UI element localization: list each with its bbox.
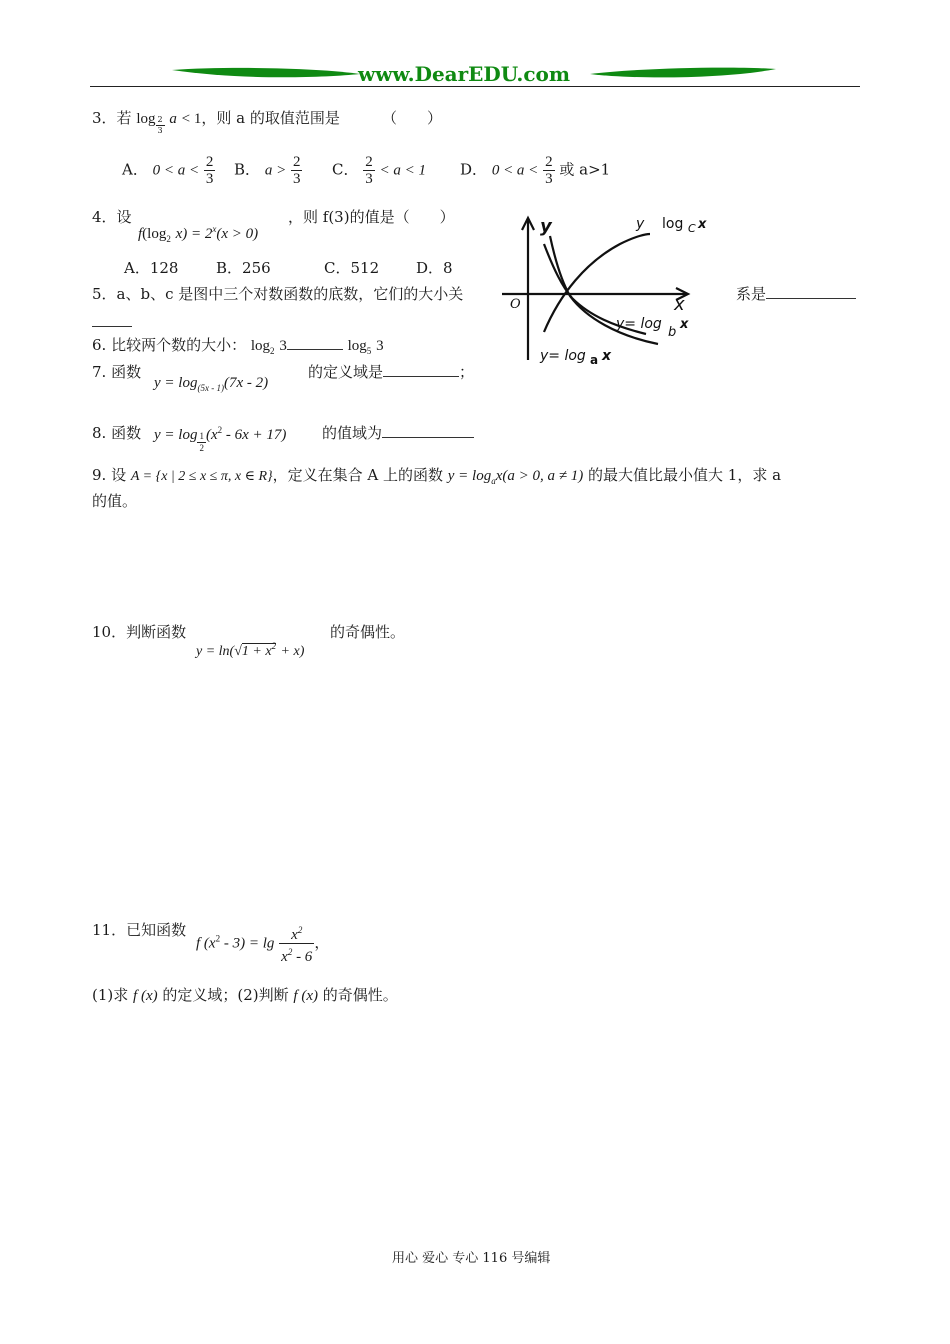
question-5: 5．a、b、c 是图中三个对数函数的底数，它们的大小关 (92, 285, 464, 303)
q11-parts: (1)求 f (x) 的定义域；(2)判断 f (x) 的奇偶性。 (92, 986, 398, 1004)
question-3 (92, 108, 340, 136)
q3-stem: ，则 a 的取值范围是 (201, 109, 340, 127)
q3-log: log (136, 111, 156, 127)
graph-x-label: x (674, 294, 685, 315)
curve-a-base: a (590, 353, 599, 367)
curve-b-base: b (668, 325, 677, 340)
q5-tail: 系是 (736, 284, 856, 304)
curve-c-base: C (688, 222, 696, 235)
q4-option-d: D．8 (416, 259, 453, 277)
q3-number: 3．若 (92, 109, 132, 127)
curve-c-y-label: y (636, 216, 645, 232)
q10-stem: 的奇偶性。 (330, 623, 406, 641)
question-6: 6. 比较两个数的大小： $\log_2 3$ $\log_5 3$ (92, 336, 384, 356)
q9-line-2: 的值。 (92, 492, 138, 510)
curve-b-x: x (680, 317, 689, 332)
q3-option-d: D． 0 < a < $\frac{2}{3}$ 或 a>1 (460, 154, 611, 187)
q8-formula: y = log $\frac{1}{2}$ $(x^2 - 6x + 17)$ (154, 425, 287, 453)
q4-stem: ，则 f(3)的值是（ ） (288, 208, 455, 226)
q3-condition: < 1 (181, 111, 202, 127)
question-7: 7. 函数 (92, 363, 142, 381)
q3-arg: a (169, 111, 177, 127)
q11-formula: f $(x^2 - 3) = \lg$ $\frac{x^2}{x^2 - 6}$ ， (196, 922, 329, 965)
q3-option-b: B． a > $\frac{2}{3}$ (234, 154, 301, 187)
q4-option-a: A．128 (124, 259, 179, 277)
q4-option-c: C．512 (324, 259, 380, 277)
curve-c-x: x (698, 217, 707, 232)
q5-answer-blank-continued[interactable] (92, 312, 132, 327)
log-functions-graph (500, 210, 710, 368)
q7-answer-blank[interactable] (383, 362, 459, 377)
q4-formula: $f(\log_2$ $x) = 2^x(x > 0)$ (138, 224, 259, 244)
q3-option-a: A． 0 < a < $\frac{2}{3}$ (122, 154, 214, 187)
q8-answer-blank[interactable] (382, 423, 474, 438)
question-11: 11．已知函数 (92, 921, 187, 939)
header-logo-text: www.DearEDU.com (358, 62, 571, 86)
q10-formula: $y = \ln(√1 + x^2 + x)$ (196, 641, 305, 659)
question-8: 8. 函数 (92, 424, 142, 442)
question-9: 9. 设 A = {x | 2 ≤ x ≤ π, x ∈ R}，定义在集合 A 上的函数 $y = \log_ax(a > 0$, a ≠ 1) 的最大值比最小值大 1，求 a (92, 466, 782, 486)
q4-option-b: B．256 (216, 259, 271, 277)
q3-answer-paren: （ ） (382, 109, 443, 127)
q11-fx-second: f (x) (293, 988, 318, 1004)
question-4: 4．设 (92, 208, 132, 226)
page-footer: 用心 爱心 专心 116 号编辑 (392, 1251, 551, 1266)
q3-option-c: C． $\frac{2}{3}$ < a < 1 (332, 154, 427, 187)
curve-a-label: y= log (540, 348, 586, 364)
graph-y-label: y (540, 216, 552, 237)
logo-swoosh-right (590, 68, 776, 78)
logo-swoosh-left (172, 68, 360, 77)
header-divider (90, 86, 860, 87)
curve-a-x: x (602, 348, 612, 364)
q3-log-base: $\frac{2}{3}$ (157, 115, 163, 135)
question-10: 10．判断函数 (92, 623, 187, 641)
q5-answer-blank[interactable] (766, 284, 856, 299)
q7-stem: 的定义域是 ； (308, 363, 475, 381)
q8-stem: 的值域为 (322, 423, 474, 443)
graph-origin-label: O (510, 297, 521, 312)
q7-formula: $y = \log_{(5x - 1)}(7x - 2)$ (154, 375, 269, 393)
curve-c-label: log (662, 216, 684, 232)
q6-answer-blank[interactable] (287, 335, 343, 350)
curve-b-label: y= log (616, 316, 662, 332)
